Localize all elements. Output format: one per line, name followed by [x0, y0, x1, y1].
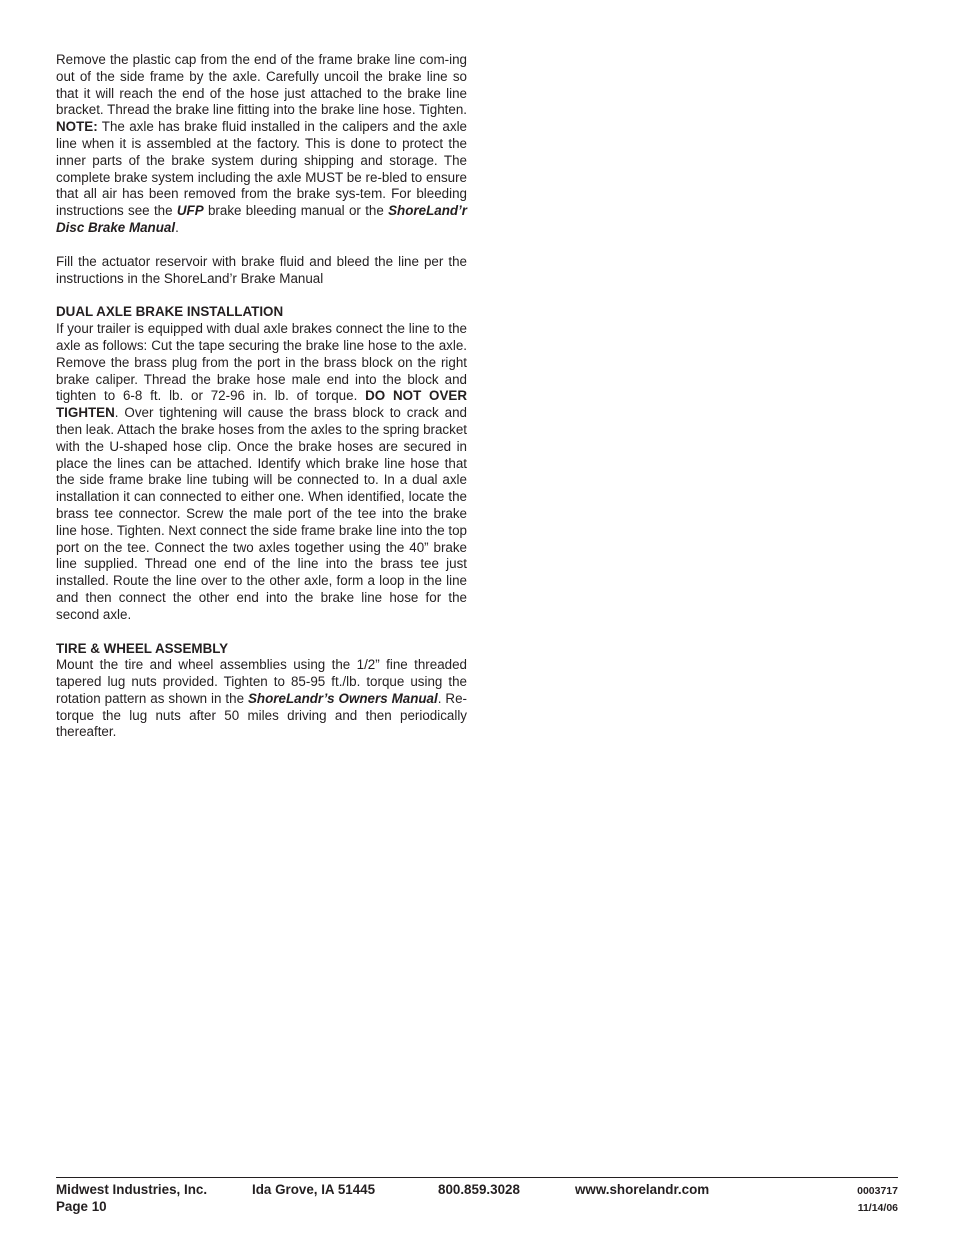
- footer-company: Midwest Industries, Inc.: [56, 1182, 208, 1197]
- para1-text-d: .: [175, 219, 179, 235]
- footer-rule: [56, 1177, 898, 1178]
- tire-text-a: Mount the tire and wheel assemblies using the 1/2” fine threaded tapered lug nuts provided. Tighten to 85-95 ft./lb. torque using the rotation pattern as shown in the: [56, 657, 467, 706]
- over-tighten-warning: DO NOT OVER TIGHTEN: [56, 388, 468, 421]
- dual-text-b: . Over tightening will cause the brass block to crack and then leak. Attach the brake hoses from the axles to the spring bracket with the U-shaped hose clip. Once the brake hoses are secured in place the lines can be attached. Identify which brake line hose that the side frame brake line tubing will be connected to. In a dual axle installation it can connected to either one. When identified, locate the brass tee connector. Screw the male port of the tee into the brake line hose. Tighten. Next connect the side frame brake line into the top port on the tee. Connect the two axles together using the 40” brake line supplied. Thread one end of the line into the brass tee just installed. Route the line over to the other axle, form a loop in the line and then connect the other end into the brake line hose for the second axle.: [56, 405, 467, 622]
- tire-wheel-heading: TIRE & WHEEL ASSEMBLY: [56, 640, 229, 656]
- main-text-column: [56, 52, 467, 741]
- footer-doc-number: 0003717: [857, 1185, 898, 1197]
- para1-text-c: brake bleeding manual or the: [203, 203, 389, 219]
- brake-line-paragraph: [56, 52, 467, 237]
- dual-axle-heading: DUAL AXLE BRAKE INSTALLATION: [56, 304, 284, 320]
- dual-axle-paragraph: [56, 321, 467, 623]
- tire-wheel-paragraph: [56, 657, 467, 741]
- owners-manual-reference: ShoreLandr’s Owners Manual: [248, 690, 438, 706]
- reservoir-paragraph: Fill the actuator reservoir with brake fluid and bleed the line per the instructions in the ShoreLand’r Brake Manual: [56, 253, 467, 286]
- para1-text-a: Remove the plastic cap from the end of the frame brake line com-ing out of the side frame by the axle. Carefully uncoil the brake line so that it will reach the end of the hose just attached to the brake line bracket. Thread the brake line fitting into the brake line hose. Tighten.: [56, 52, 467, 118]
- footer-website: www.shorelandr.com: [575, 1182, 710, 1197]
- dual-text-a: If your trailer is equipped with dual axle brakes connect the line to the axle as follows: Cut the tape securing the brake line hose to the axle. Remove the brass plug from the port in the brass block on the right brake caliper. Thread the brake hose male end into the block and tighten to 6-8 ft. lb. or 72-96 in. lb. of torque.: [56, 321, 467, 404]
- footer-city: Ida Grove, IA 51445: [252, 1182, 376, 1197]
- footer-page-number: Page 10: [56, 1199, 107, 1214]
- disc-brake-manual-reference: ShoreLand’r Disc Brake Manual: [56, 203, 467, 235]
- para1-text-b: The axle has brake fluid installed in the calipers and the axle line when it is assembled at the factory. This is done to protect the inner parts of the brake system during shipping and storage. The complete brake system including the axle MUST be re-bled to ensure that all air has been removed from the brake sys-tem. For bleeding instructions see the: [56, 119, 467, 219]
- footer-phone: 800.859.3028: [438, 1182, 520, 1197]
- ufp-reference: UFP: [176, 203, 204, 219]
- footer-date: 11/14/06: [857, 1202, 898, 1214]
- note-label: NOTE:: [56, 119, 98, 135]
- tire-text-b: . Re-torque the lug nuts after 50 miles driving and then periodically thereafter.: [56, 690, 467, 740]
